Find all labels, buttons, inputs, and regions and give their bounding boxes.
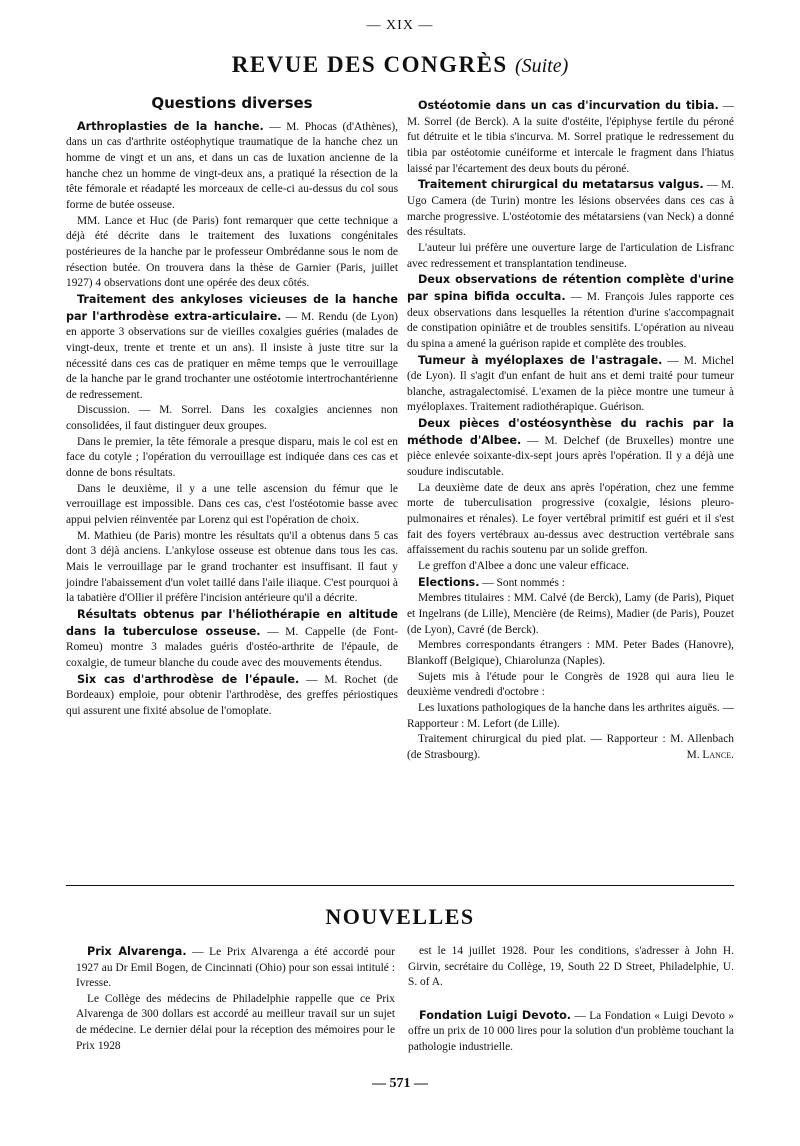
paragraph <box>407 241 734 272</box>
paragraph-lead: Traitement des ankyloses vicieuses de la hanche par l'arthrodèse extra-articulaire. <box>66 292 398 323</box>
paragraph <box>408 1008 734 1056</box>
paragraph-text: Traitement chirurgical du pied plat. — Rapporteur : M. Allenbach (de Strasbourg). <box>407 733 734 761</box>
paragraph-text: M. Mathieu (de Paris) montre les résultats qu'il a obtenus dans 5 cas dont 3 déjà anciens. L'ankylose osseuse est obtenue dans tous les cas. Mais le verrouillage par le grand trochanter est insuffisant. Il faut y joindre l'abaissement d'un volet taillé dans l'aile iliaque. C'est pourquoi à la tabatière d'Ollier il préfère l'incision antérieure qu'il a décrite. <box>66 529 398 605</box>
paragraph-lead: Six cas d'arthrodèse de l'épaule. <box>77 672 300 686</box>
paragraph <box>407 272 734 352</box>
paragraph-text: La deuxième date de deux ans après l'opération, chez une femme morte de tuberculisation progressive (coxalgie, lésions pleuro-pulmonaires et rénales). Le foyer vertébral primitif est guéri et il s'est fait des foyers vertébraux au-dessus avec destruction vertébrale sans affaissement du rachis soutenu par un solide greffon. <box>407 481 734 557</box>
right-paragraphs <box>407 98 734 764</box>
paragraph-text: Le Collège des médecins de Philadelphie rappelle que ce Prix Alvarenga de 300 dollars est accordé au meilleur travail sur un sujet de médecine. Le dernier délai pour la réception des mémoires pour le Prix 1928 <box>76 992 395 1052</box>
paragraph-lead: Tumeur à myéloplaxes de l'astragale. <box>418 353 663 367</box>
paragraph-lead: Résultats obtenus par l'héliothérapie en altitude dans la tuberculose osseuse. <box>66 608 398 638</box>
page-number: — 571 — <box>372 1076 428 1091</box>
paragraph-text: — M. Ugo Camera (de Turin) montre les lésions observées dans ces cas à marche progressive. L'ostéotomie des métatarsiens (van Neck) a donné des résultats. <box>407 179 734 239</box>
paragraph <box>66 119 398 214</box>
paragraph-text: MM. Lance et Huc (de Paris) font remarquer que cette technique a déjà été décrite dans le traitement des luxations congénitales postérieures de la hanche par le professeur Ombrédanne sous le nom de résection butée. On trouvera dans la thèse de Garnier (Paris, juillet 1927) 4 observations dont une opérée des deux côtés. <box>66 214 398 290</box>
news-title: NOUVELLES <box>325 904 475 929</box>
section-divider <box>66 885 734 886</box>
paragraph <box>408 944 734 991</box>
paragraph <box>66 529 398 607</box>
paragraph <box>66 482 398 529</box>
paragraph <box>407 575 734 592</box>
paragraph-text: est le 14 juillet 1928. Pour les conditions, s'adresser à John H. Girvin, secrétaire du Collège, 19, South 22 D Street, Philadelphie, U. S. of A. <box>408 945 734 989</box>
news-right-paragraphs <box>408 944 734 1056</box>
paragraph-text: Discussion. — M. Sorrel. Dans les coxalgies anciennes non consolidées, il faut distinguer deux groupes. <box>66 404 398 433</box>
paragraph-lead: Prix Alvarenga. <box>87 945 187 958</box>
paragraph-text: — Sont nommés : <box>479 576 565 589</box>
paragraph-text: — M. Phocas (d'Athènes), dans un cas d'arthrite ostéophytique traumatique de la hanche chez un homme de vingt et un ans, et dans un cas de luxation ancienne de la hanche chez un homme de vingt-deux ans, a pratiqué la résection de la tête fémorale et réadapté les morceaux de celle-ci au-dessus du col sous forme de butée osseuse. <box>66 120 398 211</box>
paragraph <box>407 670 734 701</box>
paragraph-text: L'auteur lui préfère une ouverture large de l'articulation de Lisfranc avec redressement et transplantation tendineuse. <box>407 241 734 270</box>
signature: M. Lance. <box>686 748 734 761</box>
paragraph-text: — M. Rochet (de Bordeaux) emploie, pour obtenir l'arthrodèse, des greffes périostiques qui assurent une fixité absolue de l'omoplate. <box>66 673 398 717</box>
paragraph <box>407 638 734 669</box>
paragraph <box>407 98 734 177</box>
paragraph <box>407 559 734 575</box>
paragraph <box>76 992 395 1054</box>
paragraph <box>407 416 734 481</box>
paragraph <box>407 353 734 417</box>
paragraph <box>66 403 398 434</box>
left-paragraphs <box>66 119 398 720</box>
paragraph-text: Membres correspondants étrangers : MM. Peter Bades (Hanovre), Blankoff (Belgique), Chiarolunza (Naples). <box>407 639 734 667</box>
paragraph-text: Sujets mis à l'étude pour le Congrès de 1928 qui aura lieu le deuxième vendredi d'octobre : <box>407 670 734 699</box>
paragraph-text: — M. Rendu (de Lyon) en apporte 3 observations sur de vieilles coxalgies guéries (malades de vingt-deux, trente et trente et un ans). Il insiste à juste titre sur la nécessité dans ces cas de pratiquer en même temps que le verrouillage de la hanche par le grand trochanter une ostéotomie intertrochantérienne de redressement. <box>66 310 398 401</box>
news-left-column <box>76 944 395 1054</box>
paragraph-text: — La Fondation « Luigi Devoto » offre un prix de 10 000 lires pour la solution d'un problème touchant la pathologie industrielle. <box>408 1009 734 1053</box>
news-right-column <box>408 944 734 1056</box>
paragraph-text: — M. Cappelle (de Font-Romeu) montre 3 malades guéris d'ostéo-arthrite de l'épaule, de coxalgie, de tumeur blanche du coude avec des mouvements étendus. <box>66 625 398 669</box>
roman-folio: — XIX — <box>366 18 434 33</box>
paragraph <box>407 481 734 559</box>
paragraph <box>66 435 398 482</box>
paragraph-text: Membres titulaires : MM. Calvé (de Berck), Lamy (de Paris), Piquet et Ingelrans (de Lille), Mencière (de Reims), Madier (de Paris), Pouzet (de Lyon), Cavré (de Berck). <box>407 592 734 636</box>
paragraph <box>407 732 734 763</box>
paragraph-text: — M. François Jules rapporte ces deux observations dans lesquelles la rétention d'urine s'accompagnait de constipation opiniâtre et de troubles sensitifs. L'opération au niveau du spina a amené la guérison rapide et complète des troubles. <box>407 290 734 350</box>
news-left-paragraphs <box>76 944 395 1054</box>
paragraph-text: Les luxations pathologiques de la hanche dans les arthrites aiguës. — Rapporteur : M. Lefort (de Lille). <box>407 701 735 730</box>
paragraph-text: — M. Michel (de Lyon). Il s'agit d'un enfant de huit ans et demi traité pour tumeur blanche, astragalectomisé. L'examen de la pièce montre une tumeur à myéloplaxes. Traitement radiothérapique. Guérison. <box>407 354 734 414</box>
paragraph-lead: Elections. <box>418 575 480 589</box>
paragraph-lead: Traitement chirurgical du metatarsus valgus. <box>418 178 704 192</box>
paragraph <box>66 672 398 720</box>
right-column <box>407 98 734 764</box>
paragraph-lead: Arthroplasties de la hanche. <box>77 119 264 133</box>
paragraph-text: Dans le premier, la tête fémorale a presque disparu, mais le col est en face du cotyle ; l'opération du verrouillage est indiquée dans ces cas et donne de bons résultats. <box>66 435 398 480</box>
paragraph-lead: Ostéotomie dans un cas d'incurvation du tibia. <box>418 99 719 112</box>
paragraph <box>66 607 398 672</box>
paragraph <box>66 292 398 404</box>
paragraph-lead: Deux observations de rétention complète d'urine par spina bifida occulta. <box>407 273 734 303</box>
paragraph <box>76 944 395 992</box>
page-title <box>0 52 800 78</box>
paragraph-text: — M. Delchef (de Bruxelles) montre une pièce enlevée soixante-dix-sept jours après l'opération. Il y a déjà une soudure indiscutable. <box>407 434 734 479</box>
paragraph-lead: Fondation Luigi Devoto. <box>419 1008 572 1022</box>
title-text: REVUE DES CONGRÈS <box>231 52 508 77</box>
paragraph <box>407 701 734 732</box>
title-suffix: (Suite) <box>514 55 569 77</box>
section-title: Questions diverses <box>151 94 313 112</box>
paragraph <box>407 591 734 638</box>
paragraph <box>407 177 734 241</box>
paragraph-text: Le greffon d'Albee a donc une valeur efficace. <box>418 560 629 573</box>
paragraph-text: — Le Prix Alvarenga a été accordé pour 1927 au Dr Emil Bogen, de Cincinnati (Ohio) pour son essai intitulé : Ivresse. <box>76 946 396 990</box>
paragraph <box>66 214 398 292</box>
left-column <box>66 96 398 720</box>
paragraph-text: Dans le deuxième, il y a une telle ascension du fémur que le verrouillage est impossible. Dans ces cas, c'est l'ostéotomie basse avec appui pelvien réinventée par Lorenz qui est l'opération de choix. <box>66 482 398 527</box>
paragraph-lead: Deux pièces d'ostéosynthèse du rachis par la méthode d'Albee. <box>407 417 734 447</box>
paragraph-text: — M. Sorrel (de Berck). A la suite d'ostéite, l'épiphyse fertile du péroné fut détruite et le tibia s'incurva. M. Sorrel pratique le redressement du tibia par ostéotomie cunéiforme et intercale le fragment dans l'hiatus laissé par l'écartement des deux bouts du péroné. <box>407 100 734 175</box>
